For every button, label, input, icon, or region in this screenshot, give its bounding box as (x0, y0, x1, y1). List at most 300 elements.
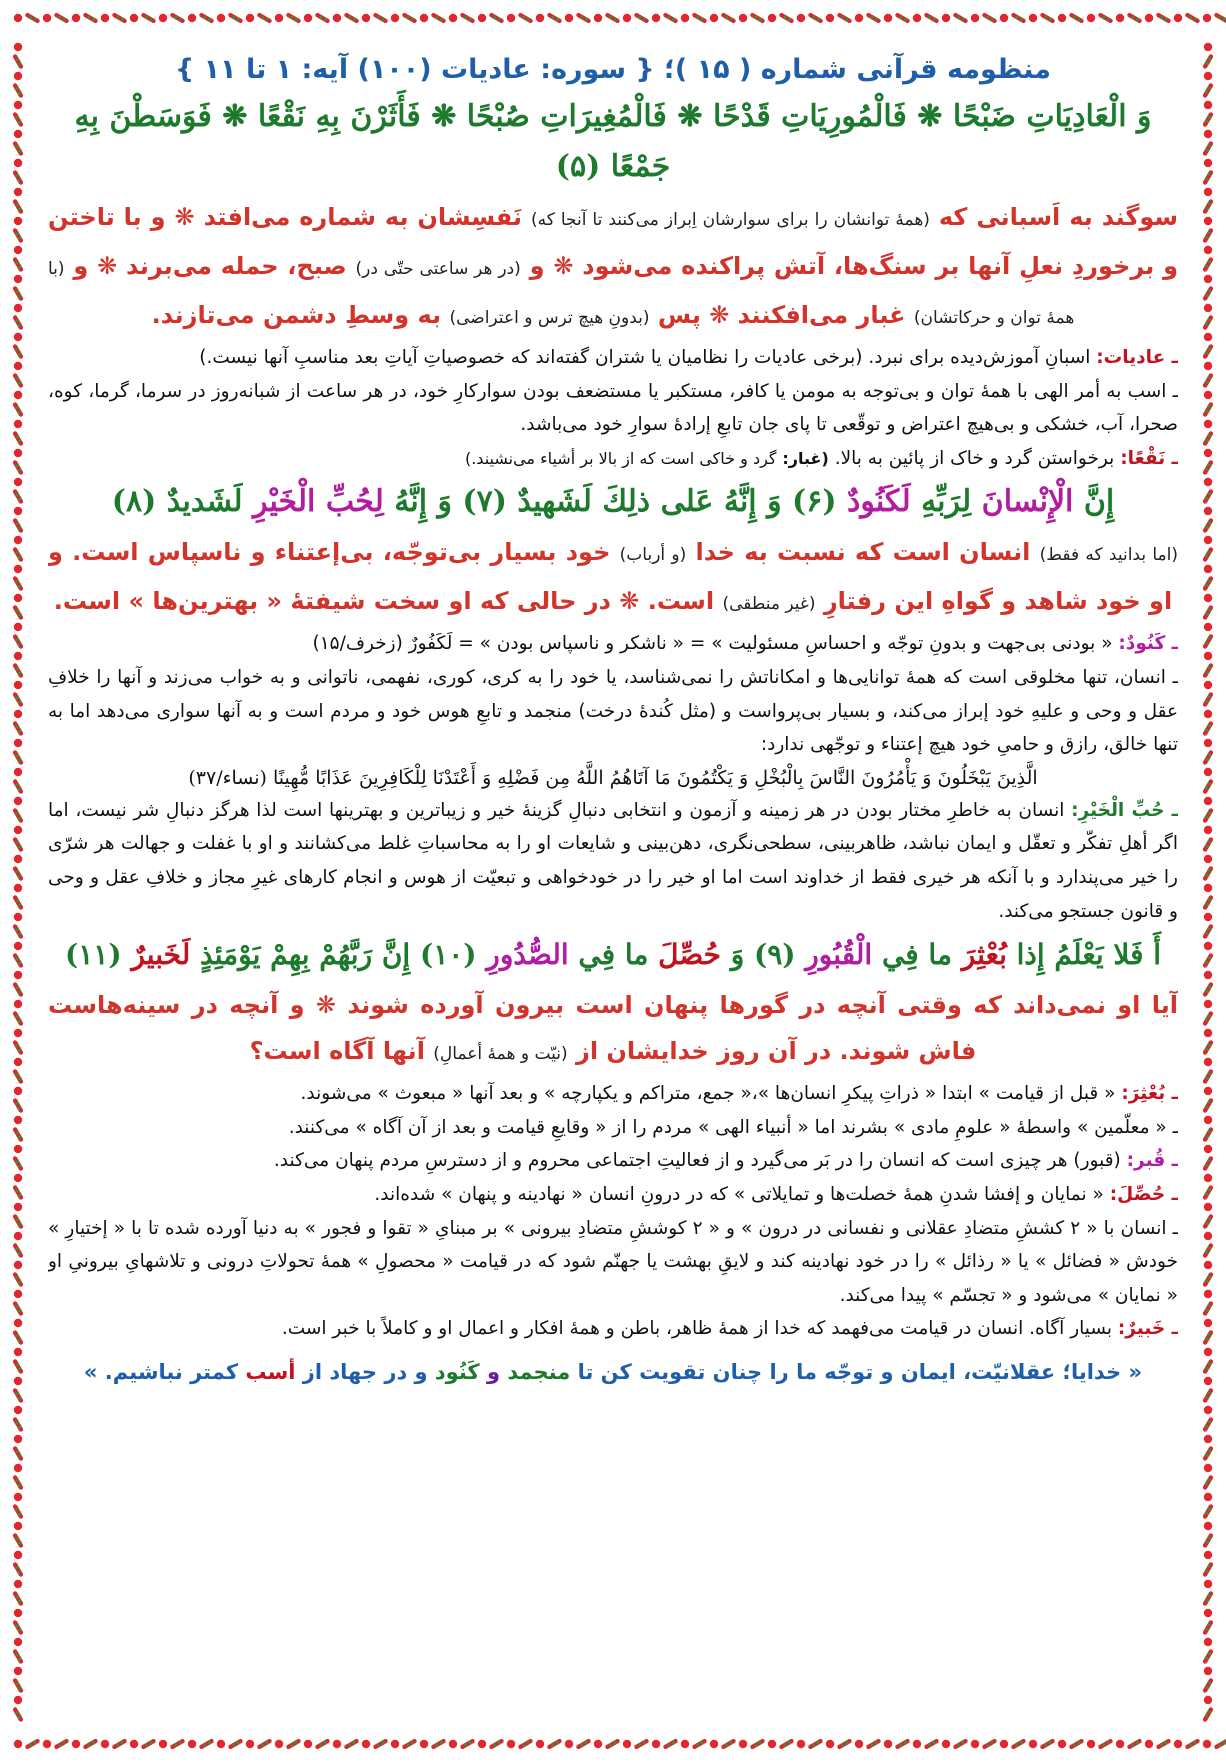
border-bead (1204, 1638, 1212, 1646)
border-candy (12, 1706, 24, 1722)
border-bead (275, 14, 283, 22)
border-candy (1202, 1648, 1214, 1664)
border-bead (14, 333, 22, 341)
border-candy (720, 1738, 736, 1750)
border-candy (923, 12, 939, 24)
definition-text: برخواستن گرد و خاک از پائین به بالا. (834, 447, 1115, 469)
definition-teachers: ـ « معلّمین » واسطهٔ « علومِ مادی » بشرند اما « أنبیاء الهی » مردم را از « وقایعِ قیامت و بعد از آن آگاه » می‌کنند. (288, 1116, 1178, 1138)
border-bead (72, 14, 80, 22)
border-bead (1204, 826, 1212, 834)
border-candy (12, 1648, 24, 1664)
border-bead (14, 130, 22, 138)
border-bead (1204, 1000, 1212, 1008)
border-bead (14, 1638, 22, 1646)
border-bead (14, 1609, 22, 1617)
border-candy (1213, 1738, 1226, 1750)
border-candy (1202, 1445, 1214, 1461)
border-bead (1204, 1203, 1212, 1211)
border-candy (1202, 720, 1214, 736)
definition-qabr (48, 1144, 1178, 1178)
border-bead (565, 1740, 573, 1748)
border-candy (1202, 1561, 1214, 1577)
border-bead (1116, 14, 1124, 22)
border-candy (82, 1738, 98, 1750)
border-candy (1202, 430, 1214, 446)
border-bead (275, 1740, 283, 1748)
definition-text: « نمایان و إفشا شدنِ همهٔ خصلت‌ها و تمایلاتی » که در درونِ انسان « نهادینه و پنهان » شده‌اند. (374, 1183, 1104, 1205)
border-bead (14, 797, 22, 805)
prayer-keyword: منجمد (507, 1359, 571, 1384)
border-bead (101, 14, 109, 22)
border-bead (14, 159, 22, 167)
border-bead (623, 14, 631, 22)
border-bead (14, 652, 22, 660)
border-candy (314, 1738, 330, 1750)
border-bead (1204, 913, 1212, 921)
border-bead (14, 1000, 22, 1008)
verse-part: فَأَثَرْنَ بِهِ نَقْعًا ❋ (222, 99, 421, 134)
verse-part: وَ الْعَادِيَاتِ ضَبْحًا ❋ (917, 99, 1152, 134)
border-bead (1204, 362, 1212, 370)
border-candy (1202, 1155, 1214, 1171)
translation-text: انسان است که نسبت به خدا (695, 538, 1031, 567)
definition-hubb-al-khayr (48, 794, 1178, 928)
translation-text: نَفسِشان به شماره می‌افتد ❋ و با تاختن و برخوردِ نعلِ آنها بر سنگ‌ها، آتش پراکنده می‌شود ❋ و (48, 203, 1178, 280)
verse-part: ما فِي (881, 938, 952, 972)
border-bead (681, 14, 689, 22)
border-candy (430, 12, 446, 24)
border-bead (14, 217, 22, 225)
verse-part: (۹) وَ (730, 938, 796, 972)
border-bead (14, 275, 22, 283)
border-candy (1202, 981, 1214, 997)
definition-text: (قبور) هر چیزی است که انسان را در بَر می‌گیرد و از فعالیتِ اجتماعی محروم و از دسترسِ مردم پنهان می‌کند. (273, 1150, 1121, 1172)
border-candy (12, 169, 24, 185)
border-candy (1202, 1619, 1214, 1635)
border-candy (894, 1738, 910, 1750)
border-bead (14, 1058, 22, 1066)
verse-part: لَشَديدٌ (۸) (111, 484, 243, 520)
border-bead (14, 72, 22, 80)
border-bead (188, 1740, 196, 1748)
border-bead (1204, 536, 1212, 544)
border-candy (836, 1738, 852, 1750)
border-bead (1204, 304, 1212, 312)
border-bead (14, 1203, 22, 1211)
border-bead (391, 14, 399, 22)
border-bead (159, 1740, 167, 1748)
border-candy (12, 1532, 24, 1548)
prayer-keyword: کَنُود (434, 1359, 480, 1384)
translation-text: آیا او نمی‌داند که وقتی آنچه در گورها پنهان است بیرون آورده شوند ❋ و آنچه در سینه‌هاست فاش شوند. در آن روز خدایشان از (48, 991, 1178, 1066)
border-candy (256, 12, 272, 24)
border-bead (1204, 1580, 1212, 1588)
border-candy (12, 691, 24, 707)
border-bead (594, 14, 602, 22)
border-bead (333, 1740, 341, 1748)
border-candy (1097, 1738, 1113, 1750)
border-candy (1202, 285, 1214, 301)
border-candy (1202, 343, 1214, 359)
page-title: منظومه قرآنی شماره ( ۱۵ )؛ { سوره: عادیات (۱۰۰) آیه: ۱ تا ۱۱ } (174, 54, 1052, 85)
definition-buthira (48, 1077, 1178, 1111)
border-candy (604, 1738, 620, 1750)
border-bead (246, 14, 254, 22)
border-candy (1202, 1387, 1214, 1403)
border-bead (1204, 333, 1212, 341)
border-candy (12, 140, 24, 156)
border-bead (1116, 1740, 1124, 1748)
border-bead (14, 1261, 22, 1269)
border-bead (1204, 159, 1212, 167)
border-candy (12, 1010, 24, 1026)
translation-text: است. ❋ در حالی که او سخت شیفتهٔ « بهترین‌ها » است. (53, 587, 715, 616)
border-candy (12, 1677, 24, 1693)
border-bead (14, 1696, 22, 1704)
border-candy (12, 517, 24, 533)
verse-part: (۱۰) إِنَّ رَبَّهُمْ بِهِمْ يَوْمَئِذٍ (200, 938, 477, 972)
prayer-text: « خدایا؛ عقلانیّت، ایمان و توجّه ما را چنان تقویت کن تا (577, 1359, 1143, 1384)
border-bead (768, 1740, 776, 1748)
border-bead (14, 1667, 22, 1675)
border-bead (304, 1740, 312, 1748)
border-candy (459, 1738, 475, 1750)
border-candy (865, 12, 881, 24)
border-bead (478, 1740, 486, 1748)
border-bead (1204, 797, 1212, 805)
border-bead (1204, 1145, 1212, 1153)
border-candy (691, 1738, 707, 1750)
border-candy (488, 12, 504, 24)
border-bead (1204, 884, 1212, 892)
border-bead (14, 1290, 22, 1298)
definition-term: ـ قُبر: (1126, 1150, 1178, 1172)
quran-verse-6-8 (48, 477, 1178, 527)
border-candy (12, 749, 24, 765)
border-bead (1174, 1740, 1182, 1748)
border-candy (1202, 314, 1214, 330)
border-bead (652, 14, 660, 22)
border-candy (12, 372, 24, 388)
border-candy (12, 865, 24, 881)
border-bead (1204, 217, 1212, 225)
border-candy (12, 1358, 24, 1374)
border-bead (1204, 72, 1212, 80)
border-bead (14, 1319, 22, 1327)
definition-term: ـ نَقْعًا: (1120, 447, 1178, 469)
border-bead (1204, 1551, 1212, 1559)
border-candy (1213, 12, 1226, 24)
border-bead (1204, 1029, 1212, 1037)
border-candy (12, 1416, 24, 1432)
border-candy (12, 604, 24, 620)
border-bead (14, 14, 22, 22)
border-candy (285, 1738, 301, 1750)
border-bead (1145, 1740, 1153, 1748)
border-bead (14, 1580, 22, 1588)
border-bead (1204, 188, 1212, 196)
definition-human: ـ انسان، تنها مخلوقی است که همهٔ توانایی‌ها و امکاناتش را نمی‌شناسد، یا خود را به کری، کوری، نفهمی، ناتوانی و به خواب می‌زند و آنها را خلافِ عقل و وحی و علیهِ خود إبراز می‌کند، و بسیار بی‌پرواست و (مثل کُندهٔ درخت) منجمد و تابعِ هوس خود و مردم است و به آنها سواری می‌دهد اما به تنها خالق، رازق و حامیِ خود هیچ إعتناء و توجّهی ندارد: (48, 666, 1178, 756)
border-bead (14, 1522, 22, 1530)
border-candy (12, 894, 24, 910)
border-candy (12, 1474, 24, 1490)
border-candy (691, 12, 707, 24)
definition-term: ـ حُصِّلَ: (1109, 1183, 1178, 1205)
border-candy (1126, 12, 1142, 24)
border-candy (1202, 575, 1214, 591)
border-bead (14, 971, 22, 979)
border-bead (246, 1740, 254, 1748)
border-candy (12, 662, 24, 678)
border-bead (14, 1435, 22, 1443)
border-bead (1204, 507, 1212, 515)
border-bead (14, 246, 22, 254)
definition-subtext: گرد و خاکی است که از بالا بر أشیاء می‌نشیند.) (464, 448, 777, 468)
border-candy (1202, 1242, 1214, 1258)
border-candy (1155, 1738, 1171, 1750)
border-candy (430, 1738, 446, 1750)
border-bead (884, 1740, 892, 1748)
border-bead (652, 1740, 660, 1748)
border-bead (1204, 768, 1212, 776)
border-candy (198, 1738, 214, 1750)
border-candy (12, 285, 24, 301)
translation-note: (و أرباب) (619, 545, 687, 566)
border-candy (12, 1271, 24, 1287)
border-candy (12, 720, 24, 736)
prayer-text: کمتر نباشیم. » (83, 1359, 239, 1384)
border-bead (797, 14, 805, 22)
border-candy (1184, 12, 1200, 24)
border-bead (1204, 130, 1212, 138)
border-candy (923, 1738, 939, 1750)
verse-part: حُصِّلَ (658, 938, 721, 972)
border-candy (1068, 1738, 1084, 1750)
border-bead (913, 1740, 921, 1748)
border-candy (633, 12, 649, 24)
border-bead (1204, 1290, 1212, 1298)
border-candy (169, 1738, 185, 1750)
border-candy (198, 12, 214, 24)
border-candy (12, 256, 24, 272)
border-candy (1202, 749, 1214, 765)
border-candy (12, 1213, 24, 1229)
border-bead (391, 1740, 399, 1748)
border-candy (12, 430, 24, 446)
border-bead (101, 1740, 109, 1748)
border-bead (14, 826, 22, 834)
border-bead (14, 623, 22, 631)
border-candy (1202, 1271, 1214, 1287)
border-bead (1204, 449, 1212, 457)
definition-naqa (48, 442, 1178, 476)
border-candy (604, 12, 620, 24)
border-candy (1202, 662, 1214, 678)
translation-note: (بدونِ هیچ ترس و اعتراضی) (449, 308, 650, 328)
border-bead (14, 1116, 22, 1124)
border-bead (942, 1740, 950, 1748)
verse-part: (۶) وَ إِنَّهُ عَلى ذلِكَ لَشَهيدٌ (۷) وَ إِنَّهُ (394, 484, 837, 520)
border-candy (1202, 459, 1214, 475)
border-candy (111, 12, 127, 24)
border-bead (681, 1740, 689, 1748)
border-bead (478, 14, 486, 22)
border-candy (227, 1738, 243, 1750)
border-bead (14, 565, 22, 573)
translation-text: خود بسیار بی‌توجّه، بی‌إعتناء و ناسپاس است. و او خود شاهد و گواهِ این رفتارِ (48, 538, 1173, 616)
translation-note: (با همهٔ توان و حرکاتشان) (48, 259, 1075, 328)
border-bead (507, 14, 515, 22)
border-bead (1204, 971, 1212, 979)
border-candy (12, 633, 24, 649)
border-bead (14, 884, 22, 892)
border-bead (1203, 1740, 1211, 1748)
border-candy (1202, 1503, 1214, 1519)
border-candy (575, 1738, 591, 1750)
border-candy (12, 198, 24, 214)
verse-part: إِنَّ (1083, 484, 1115, 520)
border-candy (12, 82, 24, 98)
border-candy (111, 1738, 127, 1750)
border-candy (1202, 952, 1214, 968)
border-bead (14, 536, 22, 544)
border-candy (12, 1068, 24, 1084)
verse-part: الْخَيْرِ (252, 484, 316, 520)
prayer-text: و (486, 1359, 501, 1384)
border-candy (720, 12, 736, 24)
border-bead (1204, 594, 1212, 602)
translation-note: (در هر ساعتی حتّی در) (355, 259, 521, 279)
border-candy (12, 401, 24, 417)
border-candy (1202, 169, 1214, 185)
border-bead (14, 681, 22, 689)
border-bead (14, 101, 22, 109)
border-bead (1058, 1740, 1066, 1748)
translation-note: (همهٔ توانشان را برای سوارشان اِبراز می‌کنند تا آنجا که) (530, 210, 930, 230)
border-bead (623, 1740, 631, 1748)
border-candy (1068, 12, 1084, 24)
border-bead (797, 1740, 805, 1748)
verse-part: ما فِي (578, 938, 649, 972)
border-bead (449, 1740, 457, 1748)
border-candy (1202, 807, 1214, 823)
translation-9-11 (48, 982, 1178, 1077)
border-bead (1204, 391, 1212, 399)
border-candy (1010, 12, 1026, 24)
verse-part: الْإِنْسانَ (981, 484, 1074, 520)
border-bead (565, 14, 573, 22)
border-candy (12, 923, 24, 939)
border-bead (159, 14, 167, 22)
border-candy (1202, 1358, 1214, 1374)
border-candy (1202, 691, 1214, 707)
border-bead (14, 1377, 22, 1385)
border-bead (420, 1740, 428, 1748)
border-candy (981, 1738, 997, 1750)
border-bead (1087, 14, 1095, 22)
border-bead (14, 391, 22, 399)
verse-part: أَ فَلا يَعْلَمُ إِذا (1016, 938, 1161, 972)
border-bead (1204, 1319, 1212, 1327)
border-candy (749, 1738, 765, 1750)
border-candy (894, 12, 910, 24)
border-bead (1204, 1116, 1212, 1124)
border-candy (12, 227, 24, 243)
border-bead (1204, 43, 1212, 51)
border-candy (12, 1329, 24, 1345)
border-candy (12, 314, 24, 330)
definition-term: ـ کَنُودٌ: (1118, 633, 1178, 655)
border-candy (12, 836, 24, 852)
border-bead (594, 1740, 602, 1748)
border-candy (12, 778, 24, 794)
border-candy (1202, 488, 1214, 504)
border-bead (1204, 1667, 1212, 1675)
border-bead (362, 14, 370, 22)
definition-khabir (48, 1312, 1178, 1346)
border-candy (749, 12, 765, 24)
border-candy (140, 12, 156, 24)
prayer-keyword: أسب (245, 1359, 296, 1384)
border-candy (12, 1242, 24, 1258)
border-bead (1204, 681, 1212, 689)
definition-kanud (48, 627, 1178, 661)
border-candy (778, 1738, 794, 1750)
translation-text: به وسطِ دشمن می‌تازند. (151, 301, 442, 329)
border-bead (1204, 1174, 1212, 1182)
border-bead (1204, 942, 1212, 950)
border-bead (1204, 623, 1212, 631)
border-bead (217, 1740, 225, 1748)
border-bead (884, 14, 892, 22)
border-candy (778, 12, 794, 24)
border-bead (14, 768, 22, 776)
border-bead (1029, 1740, 1037, 1748)
verse-part: فَالْمُغِيرَاتِ صُبْحًا ❋ (431, 99, 667, 134)
quran-verse-9-11 (48, 930, 1178, 980)
border-bead (1204, 1493, 1212, 1501)
border-bead (14, 1464, 22, 1472)
border-candy (12, 807, 24, 823)
border-bead (1204, 1058, 1212, 1066)
quran-quote-nisa-37: الَّذِينَ يَبْخَلُونَ وَ يَأْمُرُونَ النَّاسَ بِالْبُخْلِ وَ يَكْتُمُونَ مَا آتَاهُمُ اللَّهُ مِن فَضْلِهِ وَ أَعْتَدْنَا لِلْكَافِرِينَ عَذَابًا مُّهِينًا (نساء/۳۷) (188, 766, 1038, 789)
border-bead (14, 1029, 22, 1037)
border-bead (14, 913, 22, 921)
border-bead (362, 1740, 370, 1748)
border-candy (1202, 1068, 1214, 1084)
border-bead (14, 1232, 22, 1240)
border-candy (372, 1738, 388, 1750)
translation-text: صبح، حمله می‌برند ❋ و (73, 252, 347, 280)
border-candy (952, 12, 968, 24)
border-candy (12, 111, 24, 127)
border-bead (739, 14, 747, 22)
border-candy (1202, 1329, 1214, 1345)
border-candy (12, 1590, 24, 1606)
border-candy (1010, 1738, 1026, 1750)
border-bead (1204, 1406, 1212, 1414)
border-candy (1202, 1474, 1214, 1490)
border-candy (12, 1126, 24, 1142)
border-bead (14, 1493, 22, 1501)
border-candy (1202, 836, 1214, 852)
border-candy (865, 1738, 881, 1750)
border-bead (536, 14, 544, 22)
verse-part: الصُّدُورِ (486, 938, 569, 972)
border-candy (1202, 140, 1214, 156)
border-candy (662, 1738, 678, 1750)
border-bead (1204, 420, 1212, 428)
